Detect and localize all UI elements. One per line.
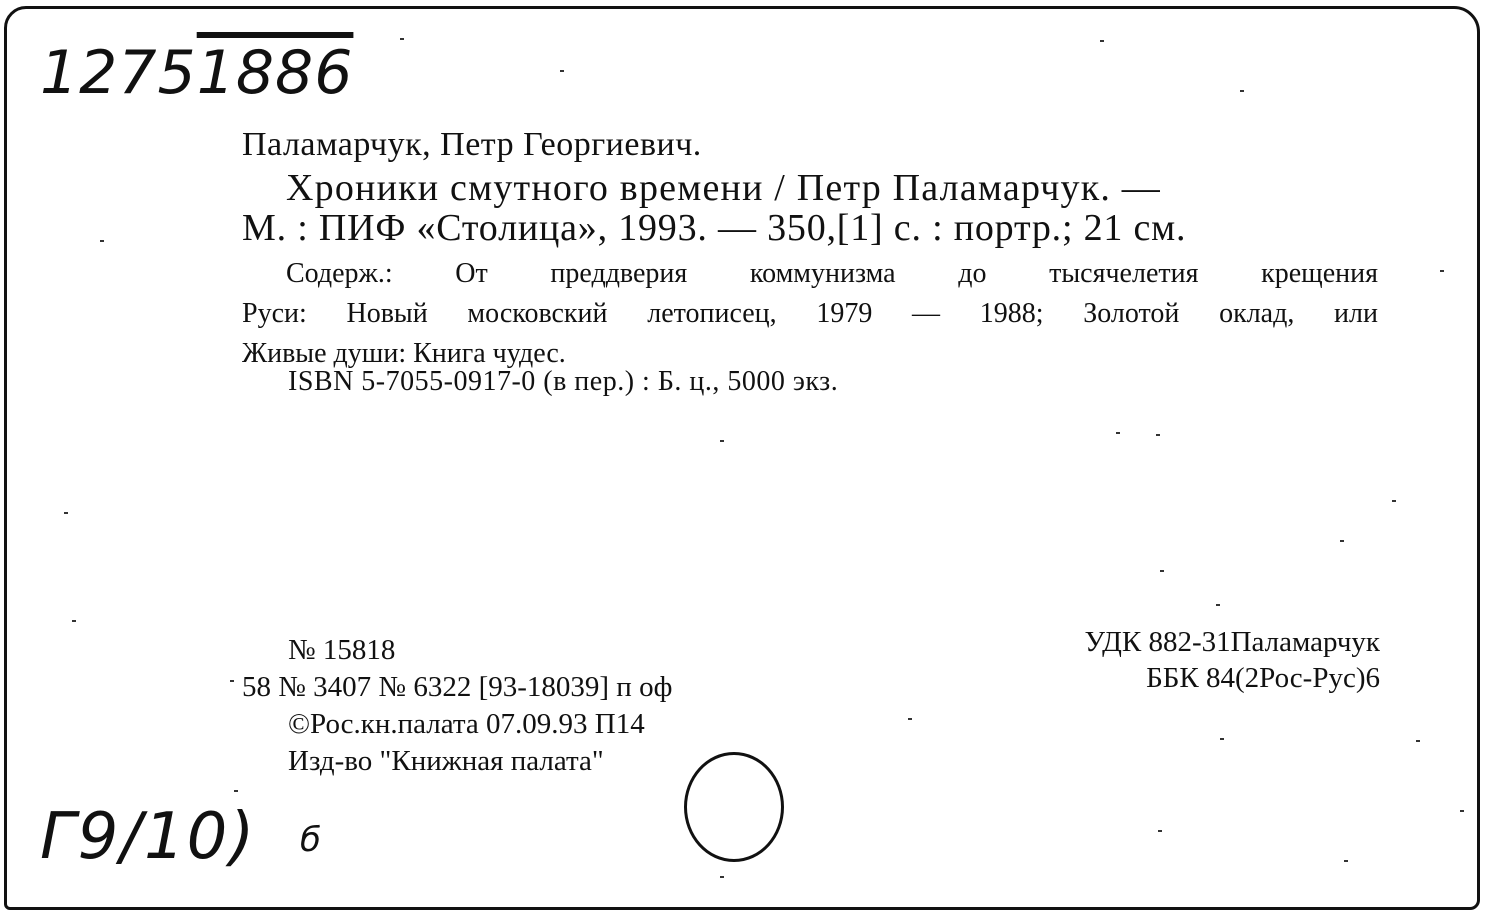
circle-stamp [684,752,784,862]
handwritten-shelf-mark: Г9/10) [40,800,257,874]
contents-line: Живые души: Книга чудес. [242,338,566,369]
handwritten-accession-number [40,38,353,108]
stat-line: Изд-во "Книжная палата" [288,745,604,777]
classification-block [1000,624,1380,696]
bbk-code: ББК 84(2Рос-Рус)6 [1146,662,1380,694]
contents-note [242,254,1378,374]
udk-code: УДК 882-31Паламарчук [1084,626,1380,658]
stat-line: № 15818 [288,634,396,666]
stat-line: 58 № 3407 № 6322 [93-18039] п оф [242,671,673,703]
stat-line: ©Рос.кн.палата 07.09.93 П14 [288,708,645,740]
handwritten-number: 1275 [40,38,197,108]
handwritten-number-2: 1886 [196,38,354,108]
author-heading: Паламарчук, Петр Георгиевич. [242,126,702,163]
title-statement: Хроники смутного времени / Петр Паламарчук. — [286,167,1161,209]
imprint-statement: М. : ПИФ «Столица», 1993. — 350,[1] с. : портр.; 21 см. [242,207,1187,249]
statistics-block [242,632,672,780]
contents-line: Содерж.: От преддверия коммунизма до тысячелетия крещения [286,258,1378,289]
contents-line: Руси: Новый московский летописец, 1979 — 1988; Золотой оклад, или [242,298,1378,329]
isbn-line: ISBN 5-7055-0917-0 (в пер.) : Б. ц., 5000 экз. [288,366,839,397]
handwritten-letter: б [300,820,321,860]
